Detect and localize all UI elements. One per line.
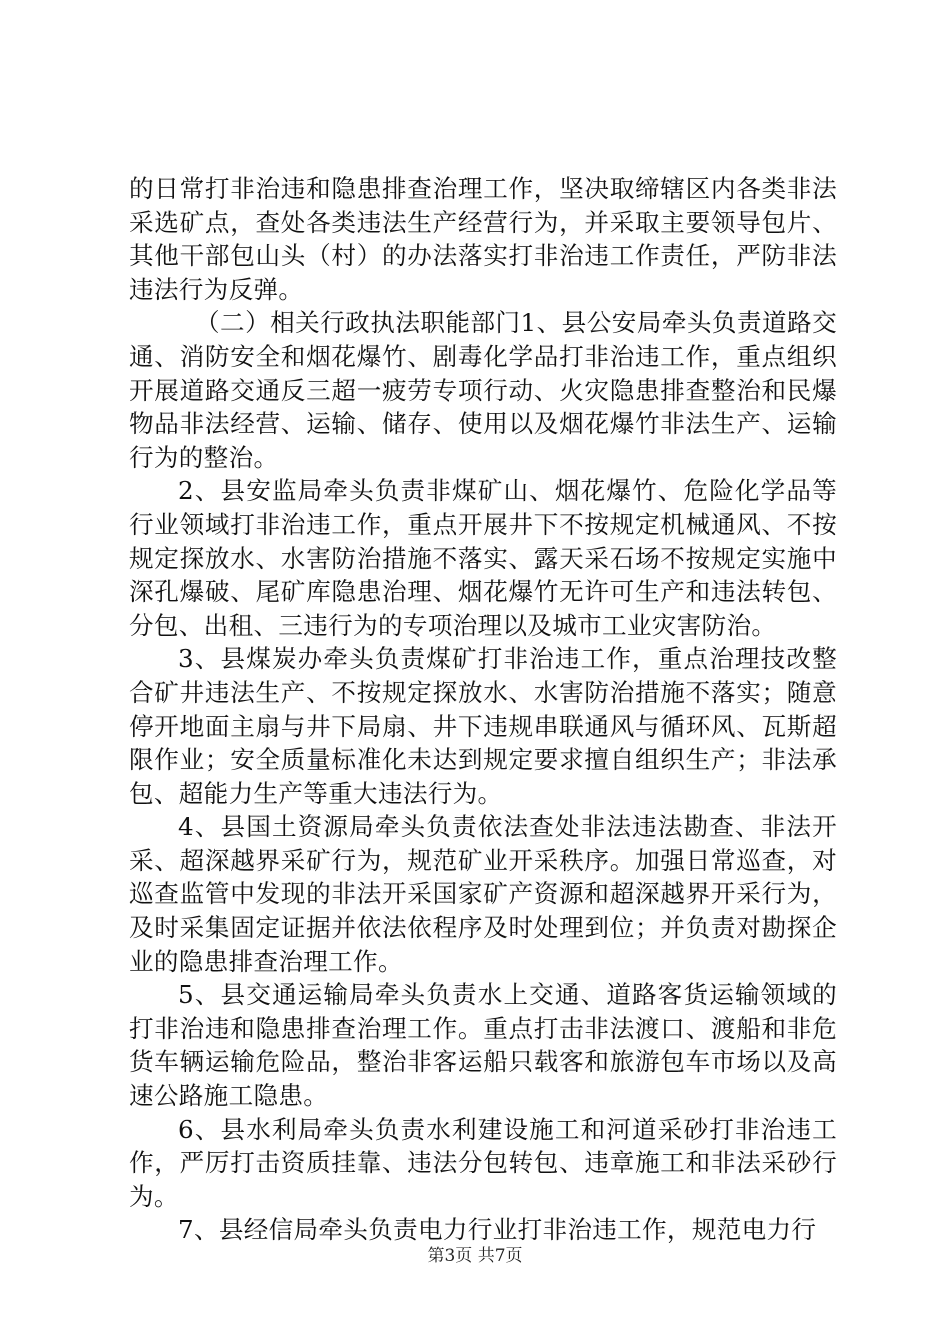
paragraph-item-7: 7、县经信局牵头负责电力行业打非治违工作，规范电力行 [178, 1215, 817, 1245]
paragraph-continuation: 的日常打非治违和隐患排查治理工作，坚决取缔辖区内各类非法采选矿点，查处各类违法生产经营行为，并采取主要领导包片、其他干部包山头（村）的办法落实打非治违工作责任，严防非法违法行为反弹。 [129, 174, 837, 304]
paragraph-section-2: （二）相关行政执法职能部门1、县公安局牵头负责道路交通、消防安全和烟花爆竹、剧毒化学品打非治违工作，重点组织开展道路交通反三超一疲劳专项行动、火灾隐患排查整治和民爆物品非法经营、运输、储存、使用以及烟花爆竹非法生产、运输行为的整治。 [129, 308, 837, 472]
paragraph-item-4: 4、县国土资源局牵头负责依法查处非法违法勘查、非法开采、超深越界采矿行为，规范矿业开采秩序。加强日常巡查，对巡查监管中发现的非法开采国家矿产资源和超深越界开采行为，及时采集固定证据并依法依程序及时处理到位；并负责对勘探企业的隐患排查治理工作。 [129, 812, 837, 976]
paragraph-item-3: 3、县煤炭办牵头负责煤矿打非治违工作，重点治理技改整合矿井违法生产、不按规定探放水、水害防治措施不落实；随意停开地面主扇与井下局扇、井下违规串联通风与循环风、瓦斯超限作业；安全质量标准化未达到规定要求擅自组织生产；非法承包、超能力生产等重大违法行为。 [129, 644, 837, 808]
document-body [129, 172, 837, 1247]
paragraph-item-2: 2、县安监局牵头负责非煤矿山、烟花爆竹、危险化学品等行业领域打非治违工作，重点开展井下不按规定机械通风、不按规定探放水、水害防治措施不落实、露天采石场不按规定实施中深孔爆破、尾矿库隐患治理、烟花爆竹无许可生产和违法转包、分包、出租、三违行为的专项治理以及城市工业灾害防治。 [129, 476, 837, 640]
paragraph-item-6: 6、县水利局牵头负责水利建设施工和河道采砂打非治违工作，严厉打击资质挂靠、违法分包转包、违章施工和非法采砂行为。 [129, 1114, 837, 1211]
page-number-footer: 第3页 共7页 [427, 1246, 523, 1266]
paragraph-item-5: 5、县交通运输局牵头负责水上交通、道路客货运输领域的打非治违和隐患排查治理工作。重点打击非法渡口、渡船和非危货车辆运输危险品，整治非客运船只载客和旅游包车市场以及高速公路施工隐患。 [129, 980, 837, 1111]
